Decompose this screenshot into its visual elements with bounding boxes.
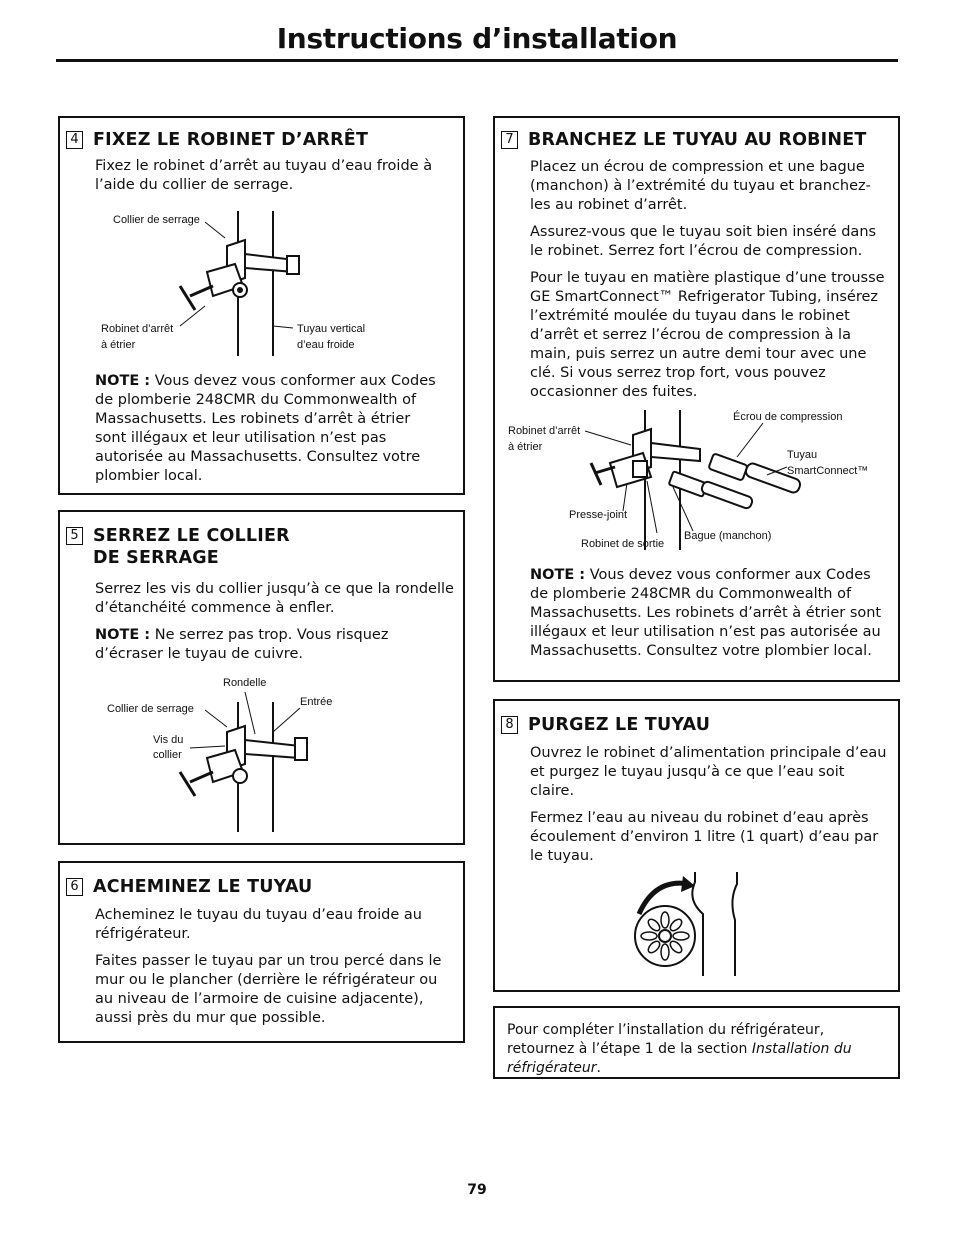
step4-label-pipe2: d’eau froide (297, 339, 355, 351)
step5-text (95, 580, 455, 672)
step4-label-valve2: à étrier (101, 339, 136, 351)
step4-label-clamp: Collier de serrage (113, 214, 200, 226)
step6-header (66, 876, 312, 898)
step5-number: 5 (66, 527, 83, 545)
step5-note-label: NOTE : (95, 627, 151, 643)
step5-title-line2: DE SERRAGE (93, 548, 219, 568)
step5-label-washer: Rondelle (223, 677, 267, 689)
step7-label-tube2: SmartConnect™ (787, 465, 869, 477)
step7-note-text: Vous devez vous conformer aux Codes de plomberie 248CMR du Commonwealth of Massachusetts. Les robinets d’arrêt à étrier sont illégaux et leur utilisation n’est pas autorisée au Massachusetts. Consultez votre plombier local. (530, 567, 882, 659)
final-text-main: Pour compléter l’installation du réfrigérateur, retournez à l’étape 1 de la section (507, 1022, 825, 1057)
step5-label-screw1: Vis du (153, 734, 184, 746)
step4-note (95, 372, 445, 486)
step6-number: 6 (66, 878, 83, 896)
step4-label-valve1: Robinet d’arrêt (101, 323, 174, 335)
step7-note (530, 566, 885, 661)
step5-diagram (95, 672, 355, 837)
step4-diagram (95, 206, 385, 358)
step7-number: 7 (501, 131, 518, 149)
step7-label-valve2: à étrier (508, 441, 543, 453)
final-text-end: . (596, 1060, 601, 1076)
step4-header (66, 129, 368, 151)
step5-title-line1: SERREZ LE COLLIER (93, 526, 290, 546)
step7-label-tube1: Tuyau (787, 449, 818, 461)
step8-title: PURGEZ LE TUYAU (528, 715, 711, 735)
page-title: Instructions d’installation (276, 22, 678, 55)
step4-title: FIXEZ LE ROBINET D’ARRÊT (93, 130, 369, 150)
step8-text2: Fermez l’eau au niveau du robinet d’eau après écoulement d’environ 1 litre (1 quart) d’eau par le tuyau. (530, 810, 879, 864)
step7-label-nut: Écrou de compression (733, 411, 843, 423)
step5-header (66, 525, 290, 569)
step7-text1: Placez un écrou de compression et une bague (manchon) à l’extrémité du tuyau et branchez-les au robinet d’arrêt. (530, 159, 871, 213)
step6-text2: Faites passer le tuyau par un trou percé dans le mur ou le plancher (derrière le réfrigérateur ou au niveau de l’armoire de cuisine adjacente), aussi près du mur que possible. (95, 953, 442, 1026)
step8-header (501, 714, 710, 736)
step7-header (501, 129, 867, 151)
step4-number: 4 (66, 131, 83, 149)
step5-note (95, 626, 455, 664)
page-number: 79 (467, 1182, 487, 1198)
step6-text (95, 906, 455, 1036)
step4-note-label: NOTE : (95, 373, 151, 389)
step7-label-packing: Presse-joint (569, 509, 628, 521)
step6-text1: Acheminez le tuyau du tuyau d’eau froide au réfrigérateur. (95, 907, 422, 942)
step4-label-pipe1: Tuyau vertical (297, 323, 366, 335)
step7-label-valve1: Robinet d’arrêt (508, 425, 581, 437)
step7-text (530, 158, 890, 410)
step7-label-outlet: Robinet de sortie (581, 538, 665, 550)
step8-text (530, 744, 890, 874)
step7-label-sleeve: Bague (manchon) (684, 530, 772, 542)
title-rule (56, 59, 898, 62)
step7-note-label: NOTE : (530, 567, 586, 583)
final-text-italic: Installation du réfrigérateur (507, 1041, 852, 1076)
step5-label-screw2: collier (153, 749, 182, 761)
step4-note-text: Vous devez vous conformer aux Codes de plomberie 248CMR du Commonwealth of Massachusetts. Les robinets d’arrêt à étrier sont illégaux et leur utilisation n’est pas autorisée au Massachusetts. Consultez votre plombier local. (95, 373, 436, 484)
step4-text (95, 157, 445, 203)
step5-title (93, 525, 290, 569)
step7-text3: Pour le tuyau en matière plastique d’une trousse GE SmartConnect™ Refrigerator Tubing, insérez l’extrémité moulée du tuyau dans le robinet d’arrêt et serrez l’écrou de compression à la main, puis serrez un autre demi tour avec une clé. Si vous serrez trop fort, vous pouvez occasionner des fuites. (530, 270, 885, 400)
step7-title: BRANCHEZ LE TUYAU AU ROBINET (528, 130, 867, 150)
step5-instruction: Serrez les vis du collier jusqu’à ce que la rondelle d’étanchéité commence à enfler. (95, 581, 454, 616)
step7-diagram (505, 405, 890, 555)
step8-diagram (625, 870, 750, 980)
step7-text2: Assurez-vous que le tuyau soit bien inséré dans le robinet. Serrez fort l’écrou de compression. (530, 224, 877, 259)
step5-note-text: Ne serrez pas trop. Vous risquez d’écraser le tuyau de cuivre. (95, 627, 389, 662)
step6-title: ACHEMINEZ LE TUYAU (93, 877, 313, 897)
final-box (493, 1006, 900, 1079)
step8-text1: Ouvrez le robinet d’alimentation principale d’eau et purgez le tuyau jusqu’à ce que l’eau soit claire. (530, 745, 887, 799)
step5-label-inlet: Entrée (300, 696, 333, 708)
step8-number: 8 (501, 716, 518, 734)
step4-instruction: Fixez le robinet d’arrêt au tuyau d’eau froide à l’aide du collier de serrage. (95, 158, 433, 193)
step5-label-clamp: Collier de serrage (107, 703, 194, 715)
final-text (507, 1021, 887, 1078)
